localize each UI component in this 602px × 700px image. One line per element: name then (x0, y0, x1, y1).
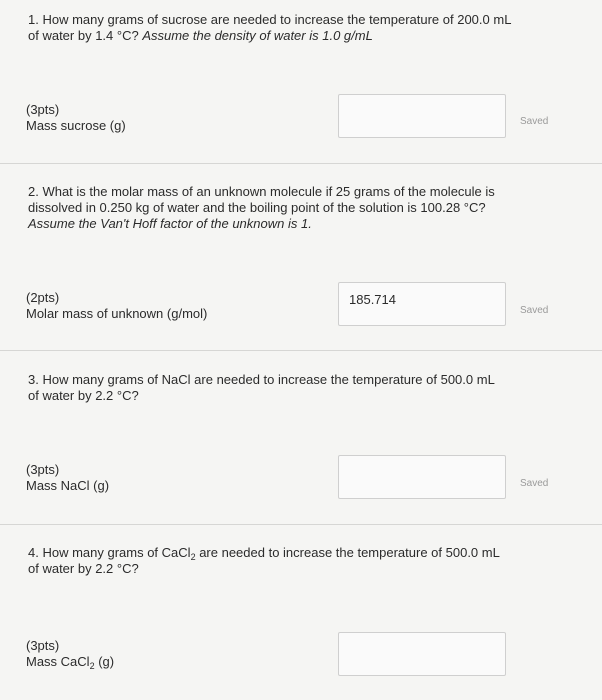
mass-cacl2-input[interactable] (338, 632, 506, 676)
question-1-text (28, 12, 518, 44)
divider-2 (0, 350, 602, 351)
question-1-saved-status: Saved (520, 116, 549, 127)
question-2-points-value: (2pts) (26, 290, 60, 305)
question-2-hint: Assume the Van't Hoff factor of the unknown is 1. (28, 216, 312, 231)
mass-sucrose-input[interactable] (338, 94, 506, 138)
divider-3 (0, 524, 602, 525)
question-4-text (28, 545, 508, 577)
question-3-answer-label: Mass NaCl (g) (26, 478, 110, 493)
mass-nacl-input[interactable] (338, 455, 506, 499)
question-4-points (26, 638, 114, 670)
question-4-points-value: (3pts) (26, 638, 60, 653)
question-4-subscript: 2 (190, 552, 196, 562)
question-4-label-subscript: 2 (89, 661, 95, 671)
molar-mass-input[interactable] (338, 282, 506, 326)
question-1-prompt: 1. How many grams of sucrose are needed to increase the temperature of 200.0 mL of water by 1.4 °C? (28, 12, 511, 43)
question-1-points-value: (3pts) (26, 102, 60, 117)
question-2-prompt: 2. What is the molar mass of an unknown molecule if 25 grams of the molecule is dissolved in 0.250 kg of water and the boiling point of the solution is 100.28 °C? (28, 184, 495, 215)
question-4-label-start: Mass CaCl (26, 654, 90, 669)
question-3-saved-status: Saved (520, 478, 549, 489)
question-3-prompt: 3. How many grams of NaCl are needed to increase the temperature of 500.0 mL of water by 2.2 °C? (28, 372, 495, 403)
question-1-hint: Assume the density of water is 1.0 g/mL (142, 28, 373, 43)
question-3-points-value: (3pts) (26, 462, 60, 477)
question-3-text (28, 372, 498, 404)
question-4-prompt-end: are needed to increase the temperature of 500.0 mL of water by 2.2 °C? (28, 545, 500, 576)
divider-1 (0, 163, 602, 164)
question-2-points (26, 290, 207, 322)
question-1-answer-label: Mass sucrose (g) (26, 118, 126, 133)
question-2-saved-status: Saved (520, 305, 549, 316)
question-3-points (26, 462, 109, 494)
question-1-points (26, 102, 126, 134)
question-4-label-end: (g) (94, 654, 115, 669)
question-4-answer-label (26, 654, 114, 670)
question-2-answer-label: Molar mass of unknown (g/mol) (26, 306, 208, 321)
question-4-prompt-start: 4. How many grams of CaCl (28, 545, 191, 560)
question-2-text (28, 184, 518, 232)
